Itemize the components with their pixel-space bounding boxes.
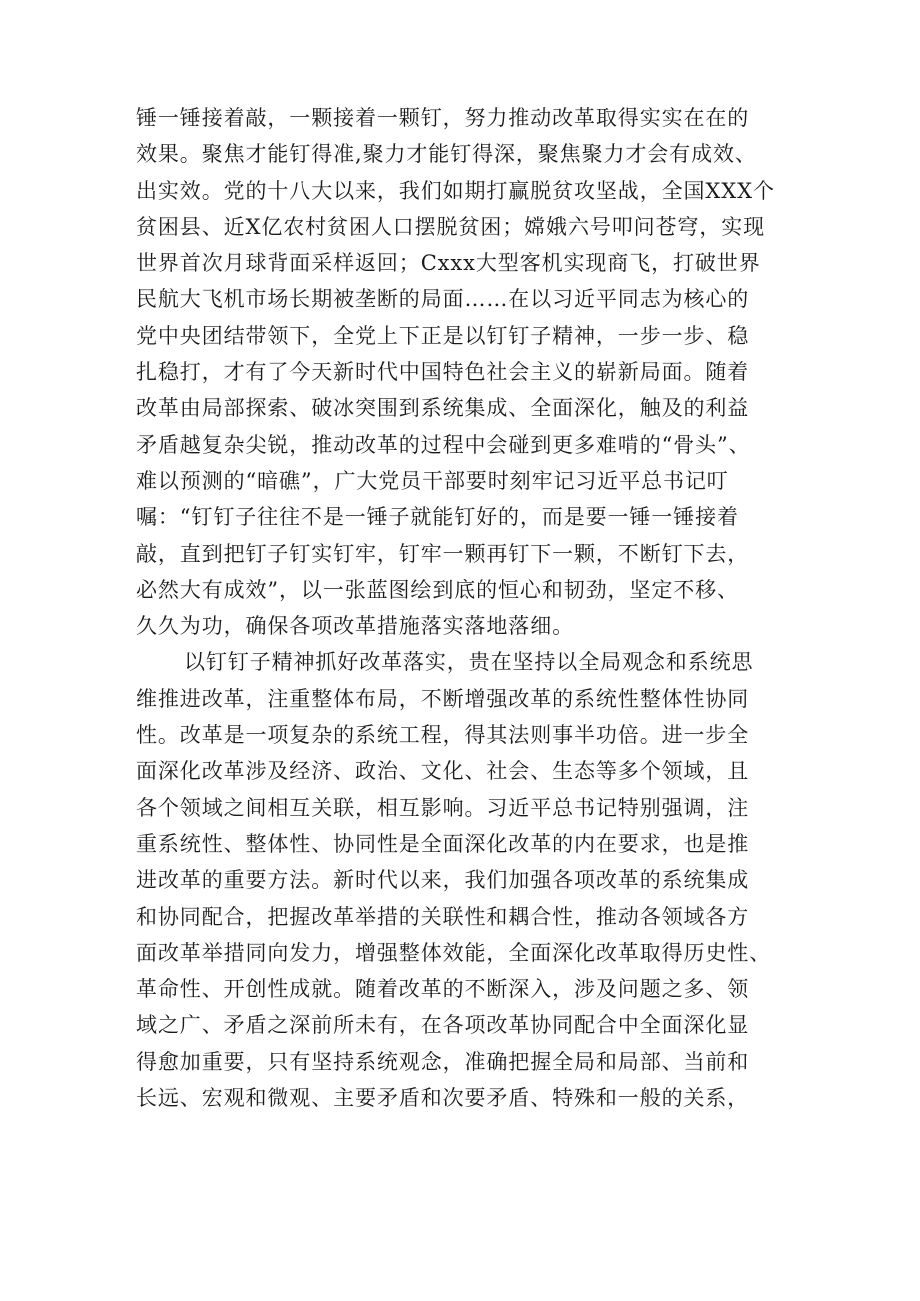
text-line: 重系统性、整体性、协同性是全面深化改革的内在要求，也是推 (136, 831, 750, 856)
text-line: 效果。聚焦才能钉得准,聚力才能钉得深，聚焦聚力才会有成效、 (136, 142, 757, 167)
text-line: 面深化改革涉及经济、政治、文化、社会、生态等多个领域，且 (136, 759, 750, 784)
text-line: 进改革的重要方法。新时代以来，我们加强各项改革的系统集成 (136, 868, 750, 893)
text-line: 锤一锤接着敲，一颗接着一颗钉，努力推动改革取得实实在在的 (136, 106, 750, 130)
text-line: 面改革举措同向发力，增强整体效能，全面深化改革取得历史性、 (136, 940, 772, 965)
text-line: 各个领域之间相互关联，相互影响。习近平总书记特别强调，注 (136, 795, 750, 820)
text-line: 得愈加重要，只有坚持系统观念，准确把握全局和局部、当前和 (136, 1049, 750, 1074)
text-line: 嘱：“钉钉子往往不是一锤子就能钉好的，而是要一锤一锤接着 (136, 505, 739, 530)
text-line: 维推进改革，注重整体布局，不断增强改革的系统性整体性协同 (136, 686, 750, 711)
paragraph-2 (136, 644, 786, 1116)
text-line: 党中央团结带领下，全党上下正是以钉钉子精神，一步一步、稳 (136, 323, 750, 348)
text-line: 久久为功，确保各项改革措施落实落地落细。 (136, 614, 574, 639)
text-line: 难以预测的“暗礁”，广大党员干部要时刻牢记习近平总书记叮 (136, 468, 729, 493)
text-line: 世界首次月球背面采样返回；Cxxx大型客机实现商飞，打破世界 (136, 251, 761, 276)
text-line: 矛盾越复杂尖锐，推动改革的过程中会碰到更多难啃的“骨头”、 (136, 432, 751, 457)
paragraph-1 (136, 100, 786, 644)
text-line: 革命性、开创性成就。随着改革的不断深入，涉及问题之多、领 (136, 977, 750, 1002)
document-body (136, 100, 786, 1116)
text-line: 贫困县、近X亿农村贫困人口摆脱贫困；嫦娥六号叩问苍穹，实现 (136, 214, 766, 239)
text-line: 域之广、矛盾之深前所未有，在各项改革协同配合中全面深化显 (136, 1013, 750, 1038)
text-line: 长远、宏观和微观、主要矛盾和次要矛盾、特殊和一般的关系， (136, 1086, 750, 1111)
text-line: 以钉钉子精神抓好改革落实，贵在坚持以全局观念和系统思 (184, 650, 754, 675)
text-line: 改革由局部探索、破冰突围到系统集成、全面深化，触及的利益 (136, 396, 750, 421)
text-line: 出实效。党的十八大以来，我们如期打赢脱贫攻坚战，全国XXX个 (136, 178, 775, 203)
text-line: 必然大有成效”，以一张蓝图绘到底的恒心和韧劲，坚定不移、 (136, 577, 739, 602)
text-line: 扎稳打，才有了今天新时代中国特色社会主义的崭新局面。随着 (136, 360, 750, 385)
text-line: 敲，直到把钉子钉实钉牢，钉牢一颗再钉下一颗，不断钉下去， (136, 541, 750, 566)
text-line: 性。改革是一项复杂的系统工程，得其法则事半功倍。进一步全 (136, 723, 750, 748)
text-line: 民航大飞机市场长期被垄断的局面……在以习近平同志为核心的 (136, 287, 750, 312)
text-line: 和协同配合，把握改革举措的关联性和耦合性，推动各领域各方 (136, 904, 750, 929)
